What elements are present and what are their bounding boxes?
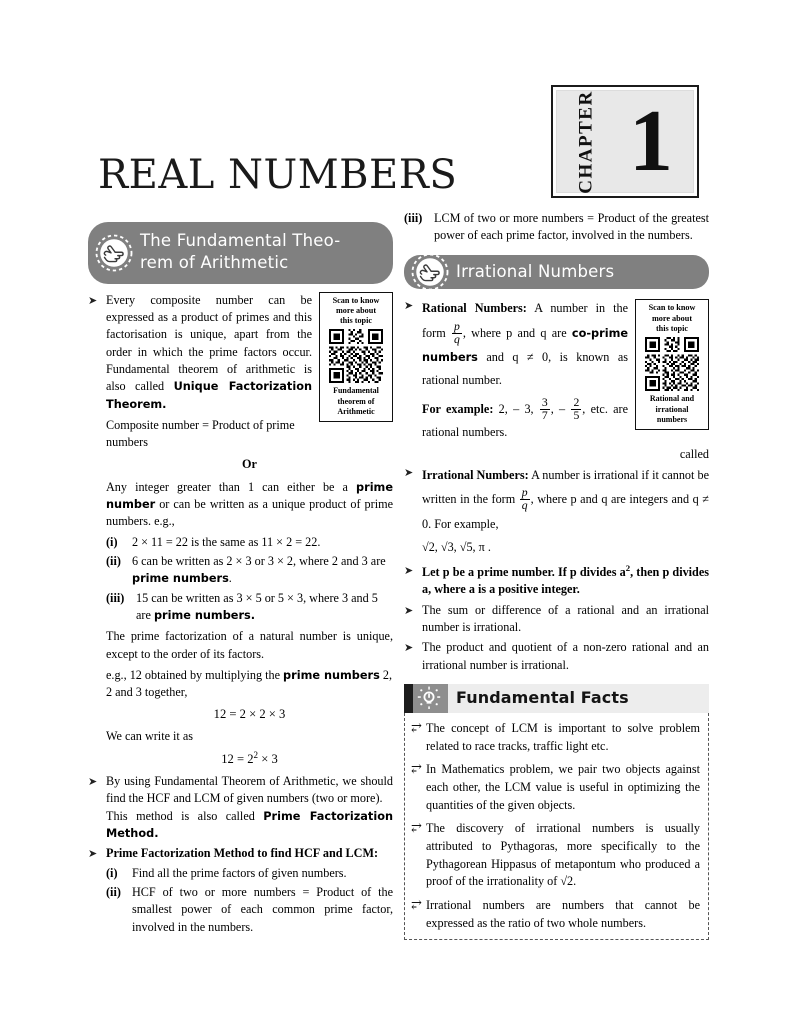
qr-heading-line3: this topic xyxy=(655,323,689,333)
list-item xyxy=(404,210,709,245)
list-item xyxy=(404,639,709,674)
equation-2-base: 12 = 2 xyxy=(221,752,254,767)
curved-arrow-bullet-icon: ⥂ xyxy=(411,897,422,913)
prime-divides-pre: Let p be a prime number. If p divides a xyxy=(422,564,626,579)
prime-divides-post: , then p divides a, where a is a positive integer. xyxy=(422,564,709,597)
qr-caption-line1: Rational and xyxy=(649,394,695,404)
curved-arrow-bullet-icon: ⥂ xyxy=(411,719,422,735)
we-can-write-line: We can write it as xyxy=(106,728,194,743)
fundamental-facts-body xyxy=(404,713,709,940)
fact-text: The discovery of irrational numbers is usually attributed to Pythagoras, more specifically to the Pythagorean Hippasus of metapontum who produced a proof of the irrationality of √2. xyxy=(426,821,700,889)
fact-text: The concept of LCM is important to solve problem related to race tracks, traffic light etc. xyxy=(426,720,700,753)
bullet2-text: By using Fundamental Theorem of Arithmetic, we should find the HCF and LCM of given numbers (two or more). xyxy=(106,774,393,806)
bullet1-bold: Unique Factorization Theorem. xyxy=(106,380,312,411)
example-text-tail: . xyxy=(228,571,232,586)
lightbulb-icon xyxy=(417,686,441,710)
fraction-numerator: 2 xyxy=(573,395,580,409)
qr-heading-line2: more about xyxy=(335,305,377,315)
list-item xyxy=(106,553,393,588)
list-item xyxy=(106,865,393,882)
list-item xyxy=(88,773,393,842)
eg-bold: prime numbers xyxy=(283,669,380,683)
pointing-hand-icon xyxy=(410,252,450,292)
fraction-denominator: q xyxy=(453,332,460,346)
fraction-three-sevenths xyxy=(540,397,550,423)
equation-2 xyxy=(106,749,393,769)
example-text-pre: 15 can be written as 3 × 5 or 5 × 3, where 3 and 5 are xyxy=(136,590,378,623)
rational-numbers-definition xyxy=(422,297,628,392)
rational-bold: co-prime numbers xyxy=(422,326,628,365)
right-column xyxy=(404,210,709,940)
method-text: HCF of two or more numbers = Product of the smallest power of each common prime factor, involved in the numbers. xyxy=(132,884,393,934)
fraction-numerator: 3 xyxy=(541,395,548,409)
list-item xyxy=(404,464,709,559)
example-marker: (ii) xyxy=(106,554,121,569)
rational-example-line xyxy=(422,397,628,444)
qr-caption-line1: Fundamental xyxy=(333,386,379,396)
section-banner-fundamental-theorem xyxy=(88,222,393,284)
qr-code-icon[interactable] xyxy=(329,329,383,383)
equation-1: 12 = 2 × 2 × 3 xyxy=(213,706,286,721)
example-text: 2 × 11 = 22 is the same as 11 × 2 = 22. xyxy=(132,534,321,549)
fact-text: Irrational numbers are numbers that cannot be expressed as the ratio of two whole numbers. xyxy=(426,898,700,930)
qr-scan-card-fundamental-theorem[interactable] xyxy=(319,292,393,423)
list-item xyxy=(106,590,393,625)
fraction-p-over-q xyxy=(520,487,530,513)
list-item xyxy=(106,884,393,936)
qr-heading-line3: this topic xyxy=(339,316,373,326)
example-marker: (iii) xyxy=(106,590,125,605)
fraction-two-fifths xyxy=(571,397,581,423)
bullet2-method-bold: Prime Factorization Method. xyxy=(106,809,393,840)
irrational-seg2: , where p and q are integers and q ≠ 0. For example, xyxy=(422,491,709,531)
example-text-bold: prime numbers xyxy=(132,572,229,586)
eg-post: 2, 2 and 3 together, xyxy=(106,668,393,700)
example-text-pre: 6 can be written as 2 × 3 or 3 × 2, where 2 and 3 are xyxy=(132,554,386,569)
equation-2-tail: × 3 xyxy=(258,752,278,767)
eg-line xyxy=(106,667,393,702)
lcm-text: LCM of two or more numbers = Product of the greatest power of each prime factor, involved in the numbers. xyxy=(434,211,709,243)
fraction-p-over-q xyxy=(452,321,462,347)
sum-difference-statement: The sum or difference of a rational and an irrational number is irrational. xyxy=(422,602,709,634)
page-title: REAL NUMBERS xyxy=(98,152,458,198)
list-item xyxy=(404,602,709,637)
arrow-bullet-icon: ➤ xyxy=(88,294,98,307)
qr-scan-card-irrational-numbers[interactable] xyxy=(635,299,709,430)
example-text xyxy=(136,590,393,625)
prime-divides-statement xyxy=(422,562,709,599)
list-item xyxy=(106,534,393,551)
curved-arrow-bullet-icon: ⥂ xyxy=(411,761,422,777)
list-item xyxy=(404,562,709,599)
rational-label: Rational Numbers: xyxy=(422,301,527,316)
example-text-bold: prime numbers. xyxy=(153,609,256,623)
left-column xyxy=(88,222,393,941)
list-item xyxy=(404,297,628,443)
arrow-bullet-icon: ➤ xyxy=(404,466,414,479)
list-item xyxy=(88,845,393,938)
qr-heading-line1: Scan to know xyxy=(332,295,380,305)
bullet2-method-pre: This method is also called xyxy=(106,808,264,823)
irrational-roots: √2, √3, √5, π . xyxy=(422,539,491,554)
list-item xyxy=(411,820,700,891)
chapter-number: 1 xyxy=(629,92,673,190)
example-pre: 2, – 3, xyxy=(493,401,539,416)
any-integer-mid: or can be written as a unique product of prime numbers. e.g., xyxy=(106,497,393,529)
qr-heading-line2: more about xyxy=(651,313,693,323)
banner-title-line1: The Fundamental Theo- xyxy=(140,231,341,250)
fraction-numerator: p xyxy=(453,319,460,333)
any-integer-paragraph xyxy=(106,479,393,531)
banner-title: Irrational Numbers xyxy=(456,261,615,281)
arrow-bullet-icon: ➤ xyxy=(404,642,414,655)
or-label: Or xyxy=(242,457,257,472)
fundamental-facts-header xyxy=(404,684,709,713)
irrational-label: Irrational Numbers: xyxy=(422,467,529,482)
bullet3-heading: Prime Factorization Method to find HCF and LCM: xyxy=(106,846,379,861)
arrow-bullet-icon: ➤ xyxy=(404,300,414,313)
fraction-numerator: p xyxy=(521,485,528,499)
arrow-bullet-icon: ➤ xyxy=(88,776,98,789)
any-integer-pre: Any integer greater than 1 can either be a xyxy=(106,479,357,494)
list-item xyxy=(88,292,312,413)
arrow-bullet-icon: ➤ xyxy=(404,604,414,617)
equation-2-exponent: 2 xyxy=(253,749,259,760)
fundamental-facts-title: Fundamental Facts xyxy=(456,688,629,708)
arrow-bullet-icon: ➤ xyxy=(88,848,98,861)
bullet1-text: Every composite number can be expressed as a product of primes and this factorisation is unique, apart from the order in which the prime factors occur. Fundamental theorem of arithmetic is also called xyxy=(106,292,312,394)
method-marker: (i) xyxy=(106,865,118,880)
fraction-denominator: 5 xyxy=(573,408,580,422)
rational-seg3: and q ≠ 0, is known as rational number. xyxy=(422,350,628,388)
chapter-badge xyxy=(551,85,699,198)
banner-title-line2: rem of Arithmetic xyxy=(140,252,289,272)
curved-arrow-bullet-icon: ⥂ xyxy=(411,820,422,836)
fraction-denominator: 7 xyxy=(541,408,548,422)
fact-text: In Mathematics problem, we pair two objects against each other, the LCM value is useful in optimizing the quantities of the given objects. xyxy=(426,762,700,812)
chapter-badge-inner xyxy=(556,90,694,193)
example-post: , etc. are rational numbers. xyxy=(422,401,629,440)
prime-factorization-note: The prime factorization of a natural number is unique, except to the order of its factors. xyxy=(106,629,393,661)
qr-code-icon[interactable] xyxy=(645,337,699,391)
fraction-denominator: q xyxy=(521,499,528,513)
qr-caption-line2: irrational xyxy=(655,404,689,414)
method-text: Find all the prime factors of given numbers. xyxy=(132,865,347,880)
bullet2-method xyxy=(106,808,393,843)
chapter-label: CHAPTER xyxy=(575,89,597,194)
qr-caption-line3: numbers xyxy=(656,414,688,424)
list-item xyxy=(411,897,700,932)
example-marker: (i) xyxy=(106,534,118,549)
lcm-marker: (iii) xyxy=(404,211,423,225)
pointing-hand-icon xyxy=(94,233,134,273)
composite-number-line: Composite number = Product of prime numbers xyxy=(106,417,295,450)
stray-word-called: called xyxy=(679,447,709,462)
example-mid: , – xyxy=(550,401,571,416)
qr-caption-line2: theorem of xyxy=(337,396,375,406)
any-integer-bold: prime number xyxy=(106,480,393,512)
product-quotient-statement: The product and quotient of a non-zero rational and an irrational number is irrational. xyxy=(422,640,709,672)
fundamental-facts-panel xyxy=(404,684,709,940)
irrational-seg1: A number is irrational if it cannot be written in the form xyxy=(422,467,709,506)
rational-seg2: , where p and q are xyxy=(462,325,572,340)
method-marker: (ii) xyxy=(106,884,121,899)
prime-divides-exponent: 2 xyxy=(625,562,631,573)
irrational-numbers-definition xyxy=(422,464,709,559)
eg-pre: e.g., 12 obtained by multiplying the xyxy=(106,668,284,683)
list-item xyxy=(411,761,700,814)
section-banner-irrational-numbers xyxy=(404,255,709,290)
qr-caption-line3: Arithmetic xyxy=(337,407,375,417)
list-item xyxy=(411,720,700,755)
rational-seg1: A number in the form xyxy=(422,301,628,340)
example-text xyxy=(132,553,393,588)
example-label: For example: xyxy=(422,401,494,416)
qr-heading-line1: Scan to know xyxy=(648,303,696,313)
arrow-bullet-icon: ➤ xyxy=(404,564,414,577)
